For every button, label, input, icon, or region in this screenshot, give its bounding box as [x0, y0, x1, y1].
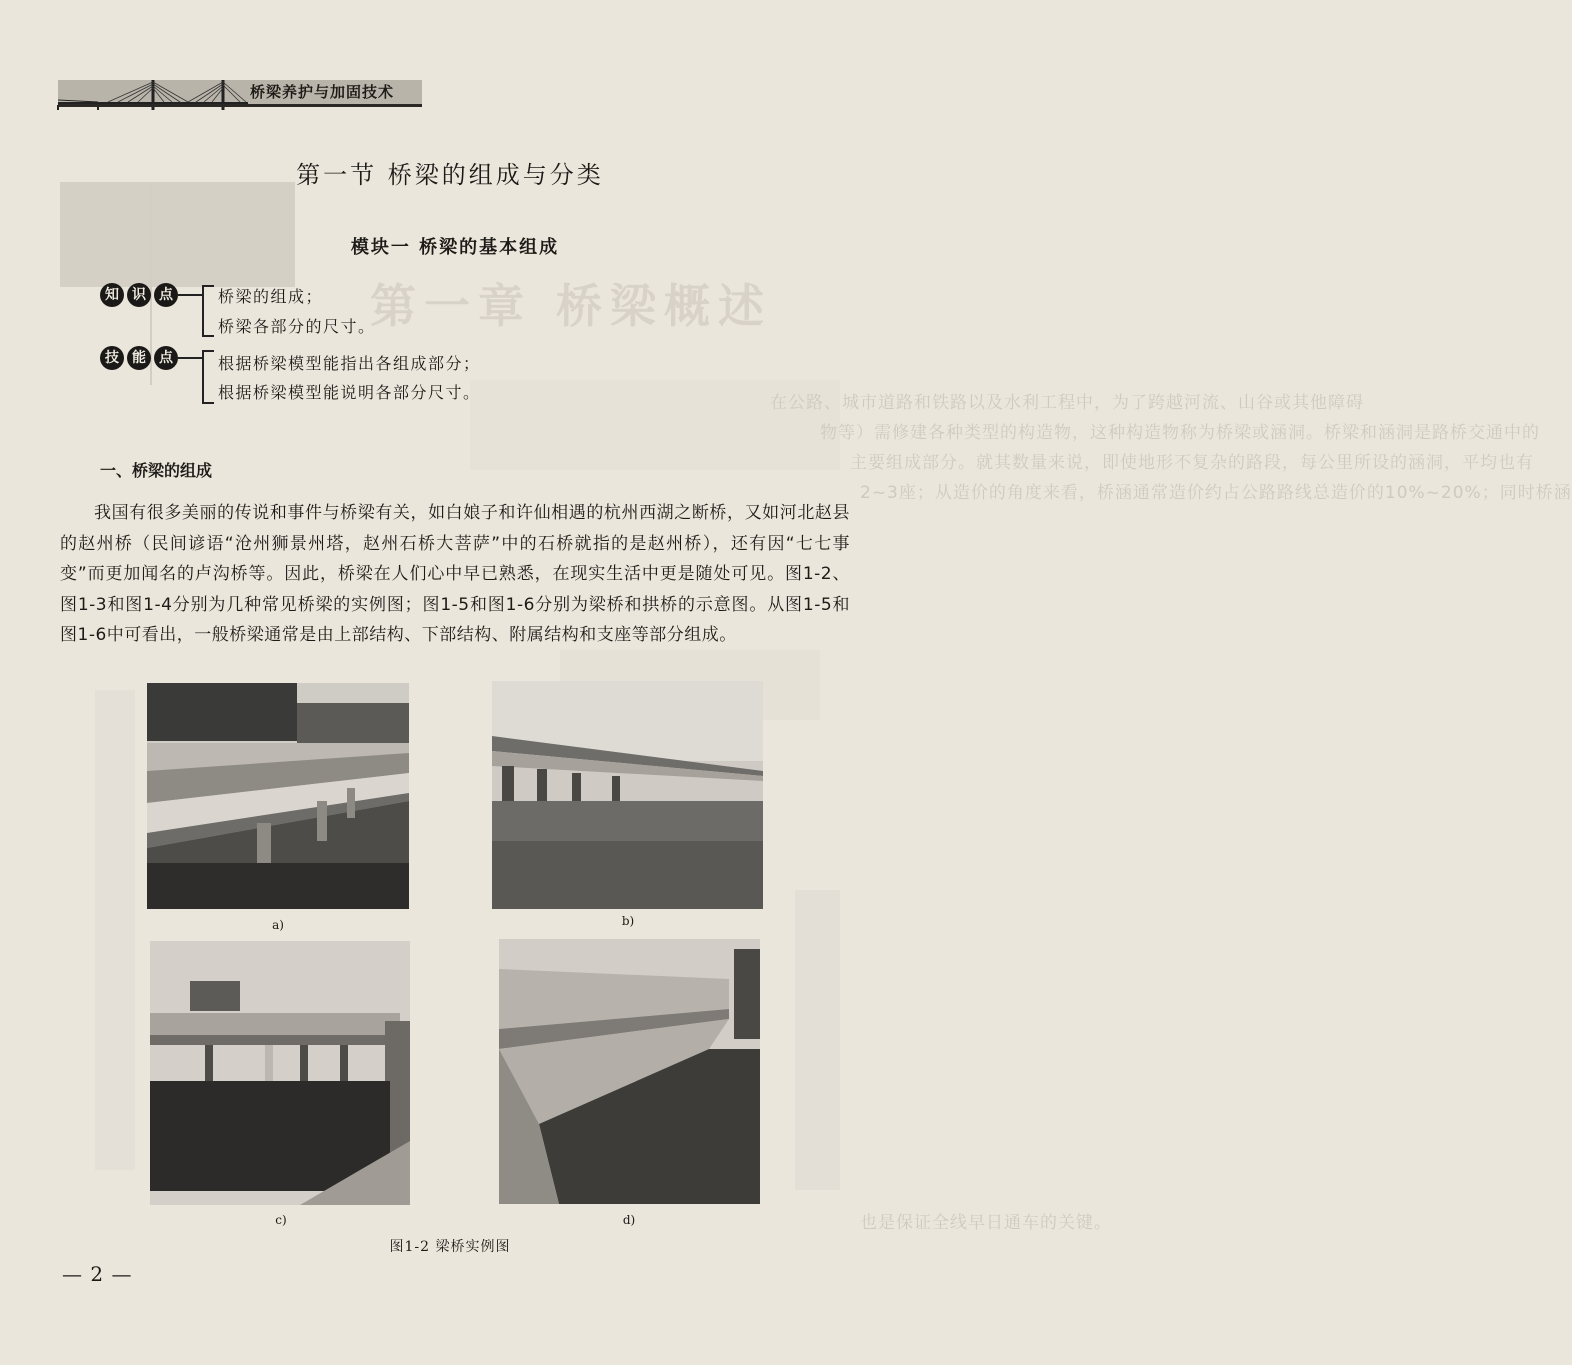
skill-points-label — [100, 346, 178, 370]
ghost-text-line: 2~3座；从造价的角度来看，桥涵通常造价约占公路路线总造价的10%~20%；同时桥涵 — [860, 483, 1572, 503]
bracket — [202, 350, 214, 404]
figure-caption: 图1-2 梁桥实例图 — [389, 1239, 511, 1255]
subheading: 一、桥梁的组成 — [100, 461, 213, 480]
label-char: 点 — [154, 283, 178, 307]
ghost-text-line: 在公路、城市道路和铁路以及水利工程中，为了跨越河流、山谷或其他障碍 — [770, 393, 1364, 413]
body-paragraph: 我国有很多美丽的传说和事件与桥梁有关，如白娘子和许仙相遇的杭州西湖之断桥，又如河北赵县的赵州桥（民间谚语“沧州狮景州塔，赵州石桥大菩萨”中的石桥就指的是赵州桥），还有因“七七事变”而更加闻名的卢沟桥等。因此，桥梁在人们心中早已熟悉，在现实生活中更是随处可见。图1-2、图1-3和图1-4分别为几种常见桥梁的实例图；图1-5和图1-6分别为梁桥和拱桥的示意图。从图1-5和图1-6中可看出，一般桥梁通常是由上部结构、下部结构、附属结构和支座等部分组成。 — [60, 503, 850, 646]
skill-point-item: 根据桥梁模型能指出各组成部分； — [218, 354, 481, 373]
knowledge-point-item: 桥梁各部分的尺寸。 — [218, 317, 376, 336]
decorative-background-panel — [95, 690, 135, 1170]
label-char: 技 — [100, 346, 124, 370]
book-title: 桥梁养护与加固技术 — [250, 83, 395, 101]
bridge-photo-c — [150, 941, 410, 1205]
ghost-text-line: 主要组成部分。就其数量来说，即使地形不复杂的路段，每公里所设的涵洞，平均也有 — [850, 453, 1534, 473]
section-title: 第一节 桥梁的组成与分类 — [296, 161, 604, 189]
photo-label-b: b) — [621, 914, 635, 928]
page-number: — 2 — — [62, 1262, 133, 1286]
knowledge-points-label — [100, 283, 178, 307]
bridge-photo-a — [147, 683, 409, 909]
bracket-connector — [178, 294, 202, 296]
ghost-text-line: 也是保证全线早日通车的关键。 — [860, 1213, 1112, 1233]
photo-label-a: a) — [272, 918, 284, 932]
bridge-photo-d — [499, 939, 760, 1204]
skill-point-item: 根据桥梁模型能说明各部分尺寸。 — [218, 383, 481, 402]
ghost-text-line: 物等）需修建各种类型的构造物，这种构造物称为桥梁或涵洞。桥梁和涵洞是路桥交通中的 — [820, 423, 1540, 443]
bracket-connector — [178, 357, 202, 359]
label-char: 识 — [127, 283, 151, 307]
knowledge-point-item: 桥梁的组成； — [218, 287, 324, 306]
module-title: 模块一 桥梁的基本组成 — [350, 237, 560, 258]
ghost-chapter-heading: 第一章 桥梁概述 — [370, 279, 773, 333]
photo-label-c: c) — [275, 1213, 287, 1227]
bridge-photo-b — [492, 681, 763, 909]
label-char: 知 — [100, 283, 124, 307]
bracket — [202, 285, 214, 337]
photo-label-d: d) — [622, 1213, 636, 1227]
label-char: 点 — [154, 346, 178, 370]
header-rule — [58, 104, 422, 107]
decorative-background-panel — [795, 890, 840, 1190]
label-char: 能 — [127, 346, 151, 370]
